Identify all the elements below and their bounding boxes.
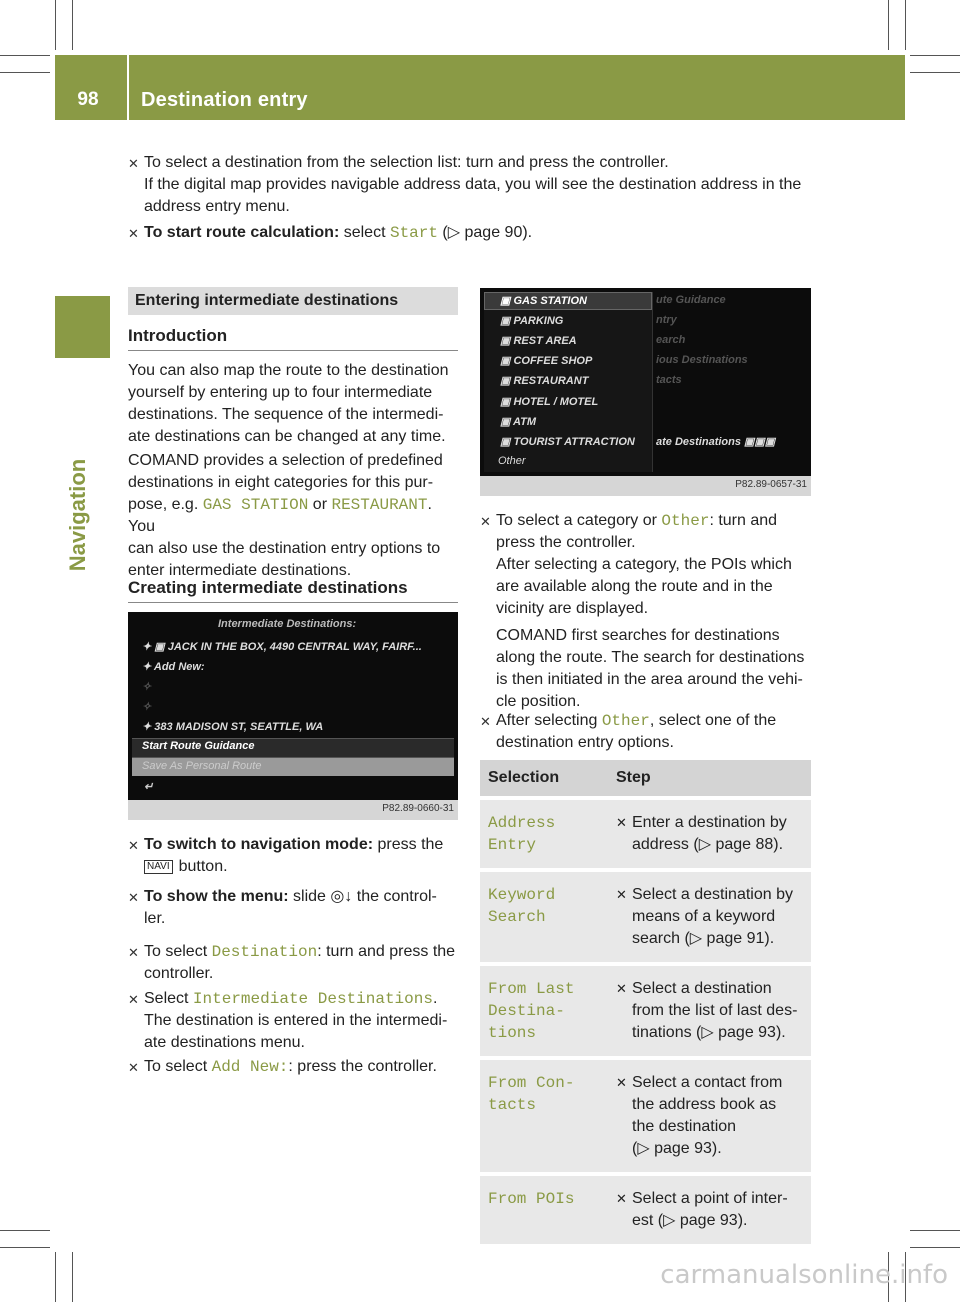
side-tab xyxy=(55,296,110,358)
step-marker: ✕ xyxy=(128,945,139,960)
step-navi: To switch to navigation mode: press the NAVI button. xyxy=(144,836,444,875)
bg-menu-row: ate Destinations ▣▣▣ xyxy=(656,436,776,448)
step-marker: ✕ xyxy=(128,156,139,171)
selection-cell: Address Entry xyxy=(480,798,608,870)
bg-menu-row: ious Destinations xyxy=(656,354,748,366)
category-row: ▣ GAS STATION xyxy=(500,295,587,307)
introduction-heading: Introduction xyxy=(128,326,228,345)
page-title: Destination entry xyxy=(141,89,308,111)
step-menu: To show the menu: slide ◎↓ the control- ler. xyxy=(144,888,437,927)
step-marker: ✕ xyxy=(128,838,139,853)
step-other: After selecting Other, select one of the destination entry options. xyxy=(496,712,777,751)
step-cell: ✕ Select a destination by means of a keyword search (▷ page 91). xyxy=(608,870,811,964)
step-marker: ✕ xyxy=(128,1060,139,1075)
section-heading: Entering intermediate destinations xyxy=(128,287,458,315)
watermark: carmanualsonline.info xyxy=(660,1260,948,1290)
category-row: Other xyxy=(498,455,526,467)
selection-cell: From Con‐ tacts xyxy=(480,1058,608,1174)
table-row xyxy=(480,1058,811,1174)
menu-row: ✧ xyxy=(142,681,152,693)
step-cell: ✕ Select a contact from the address book as the destination (▷ page 93). xyxy=(608,1058,811,1174)
step-marker: ✕ xyxy=(128,992,139,1007)
category-row: ▣ PARKING xyxy=(500,315,564,327)
crop-mark xyxy=(55,1252,56,1302)
crop-mark xyxy=(0,72,50,73)
controller-slide-icon: ◎↓ xyxy=(330,888,353,905)
crop-mark xyxy=(910,55,960,56)
figure-code: P82.89-0660-31 xyxy=(128,800,458,820)
category-row: ▣ HOTEL / MOTEL xyxy=(500,396,599,408)
bg-menu-row: ute Guidance xyxy=(656,294,726,306)
intro-step-2: To start route calculation: select Start (▷ page 90). xyxy=(144,224,533,242)
navi-key-icon: NAVI xyxy=(144,860,173,874)
page-header xyxy=(55,55,905,120)
creating-heading: Creating intermediate destinations xyxy=(128,578,408,597)
step-destination: To select Destination: turn and press the controller. xyxy=(144,943,456,982)
crop-mark xyxy=(0,1230,50,1231)
step-intermediate: Select Intermediate Destinations. The destination is entered in the intermedi- ate destinations menu. xyxy=(144,990,448,1051)
bg-menu-row: ntry xyxy=(656,314,677,326)
header-divider xyxy=(127,55,129,120)
menu-row: Save As Personal Route xyxy=(142,760,262,772)
screen-title: Intermediate Destinations: xyxy=(218,618,357,630)
bg-menu-row: earch xyxy=(656,334,686,346)
menu-row: ✦ ▣ JACK IN THE BOX, 4490 CENTRAL WAY, FAIRF... xyxy=(142,641,422,653)
crop-mark xyxy=(55,0,56,50)
heading-rule xyxy=(128,602,458,603)
selection-table xyxy=(480,760,811,1244)
crop-mark xyxy=(72,0,73,50)
selection-cell: Keyword Search xyxy=(480,870,608,964)
page-number: 98 xyxy=(77,89,99,110)
figure-code: P82.89-0657-31 xyxy=(480,476,811,496)
poi-category-screen xyxy=(480,288,811,476)
menu-row: ✦ Add New: xyxy=(142,661,205,673)
menu-row: ✦ 383 MADISON ST, SEATTLE, WA xyxy=(142,721,324,733)
crop-mark xyxy=(0,55,50,56)
intro-step-1: To select a destination from the selection list: turn and press the controller. If the digital map provides navigable address data, you will see the destination address in the address entry menu. xyxy=(144,154,802,215)
category-row: ▣ TOURIST ATTRACTION xyxy=(500,436,635,448)
menu-row: Start Route Guidance xyxy=(142,740,255,752)
crop-mark xyxy=(910,1230,960,1231)
table-header: Selection xyxy=(480,760,608,798)
bg-menu-row: tacts xyxy=(656,374,682,386)
table-header: Step xyxy=(608,760,811,798)
crop-mark xyxy=(910,72,960,73)
back-icon: ↵ xyxy=(144,781,154,793)
crop-mark xyxy=(72,1252,73,1302)
step-cell: ✕ Select a point of inter- est (▷ page 93). xyxy=(608,1174,811,1244)
selection-cell: From POIs xyxy=(480,1174,608,1244)
step-marker: ✕ xyxy=(128,890,139,905)
step-category: To select a category or Other: turn and press the controller. After selecting a category, the POIs which are available along the route and in the vicinity are displayed. COMAND first searches for destinations along the route. The search for destinations is then initiated in the area around the vehi- cle position. xyxy=(496,512,805,710)
crop-mark xyxy=(910,1247,960,1248)
crop-mark xyxy=(888,0,889,50)
step-cell: ✕ Select a destination from the list of last des- tinations (▷ page 93). xyxy=(608,964,811,1058)
step-marker: ✕ xyxy=(128,226,139,241)
category-row: ▣ ATM xyxy=(500,416,537,428)
category-row: ▣ RESTAURANT xyxy=(500,375,589,387)
table-row xyxy=(480,798,811,870)
category-row: ▣ REST AREA xyxy=(500,335,577,347)
intro-paragraph-1: You can also map the route to the destination yourself by entering up to four intermediate destinations. The sequence of the intermedi- ate destinations can be changed at any time. xyxy=(128,362,449,445)
crop-mark xyxy=(905,0,906,50)
intro-paragraph-2: COMAND provides a selection of predefined destinations in eight categories for this pur- pose, e.g. GAS STATION or RESTAURANT. You can also use the destination entry options to enter intermediate destinations. xyxy=(128,452,443,579)
table-row xyxy=(480,870,811,964)
intermediate-destinations-screen xyxy=(128,612,458,800)
step-add-new: To select Add New:: press the controller. xyxy=(144,1058,437,1076)
table-row xyxy=(480,964,811,1058)
crop-mark xyxy=(0,1247,50,1248)
step-marker: ✕ xyxy=(480,514,491,529)
selection-cell: From Last Destina‐ tions xyxy=(480,964,608,1058)
heading-rule xyxy=(128,350,458,351)
table-row xyxy=(480,1174,811,1244)
step-marker: ✕ xyxy=(480,714,491,729)
side-section-label: Navigation xyxy=(65,458,90,572)
step-cell: ✕ Enter a destination by address (▷ page 88). xyxy=(608,798,811,870)
category-row: ▣ COFFEE SHOP xyxy=(500,355,593,367)
menu-row: ✧ xyxy=(142,701,152,713)
